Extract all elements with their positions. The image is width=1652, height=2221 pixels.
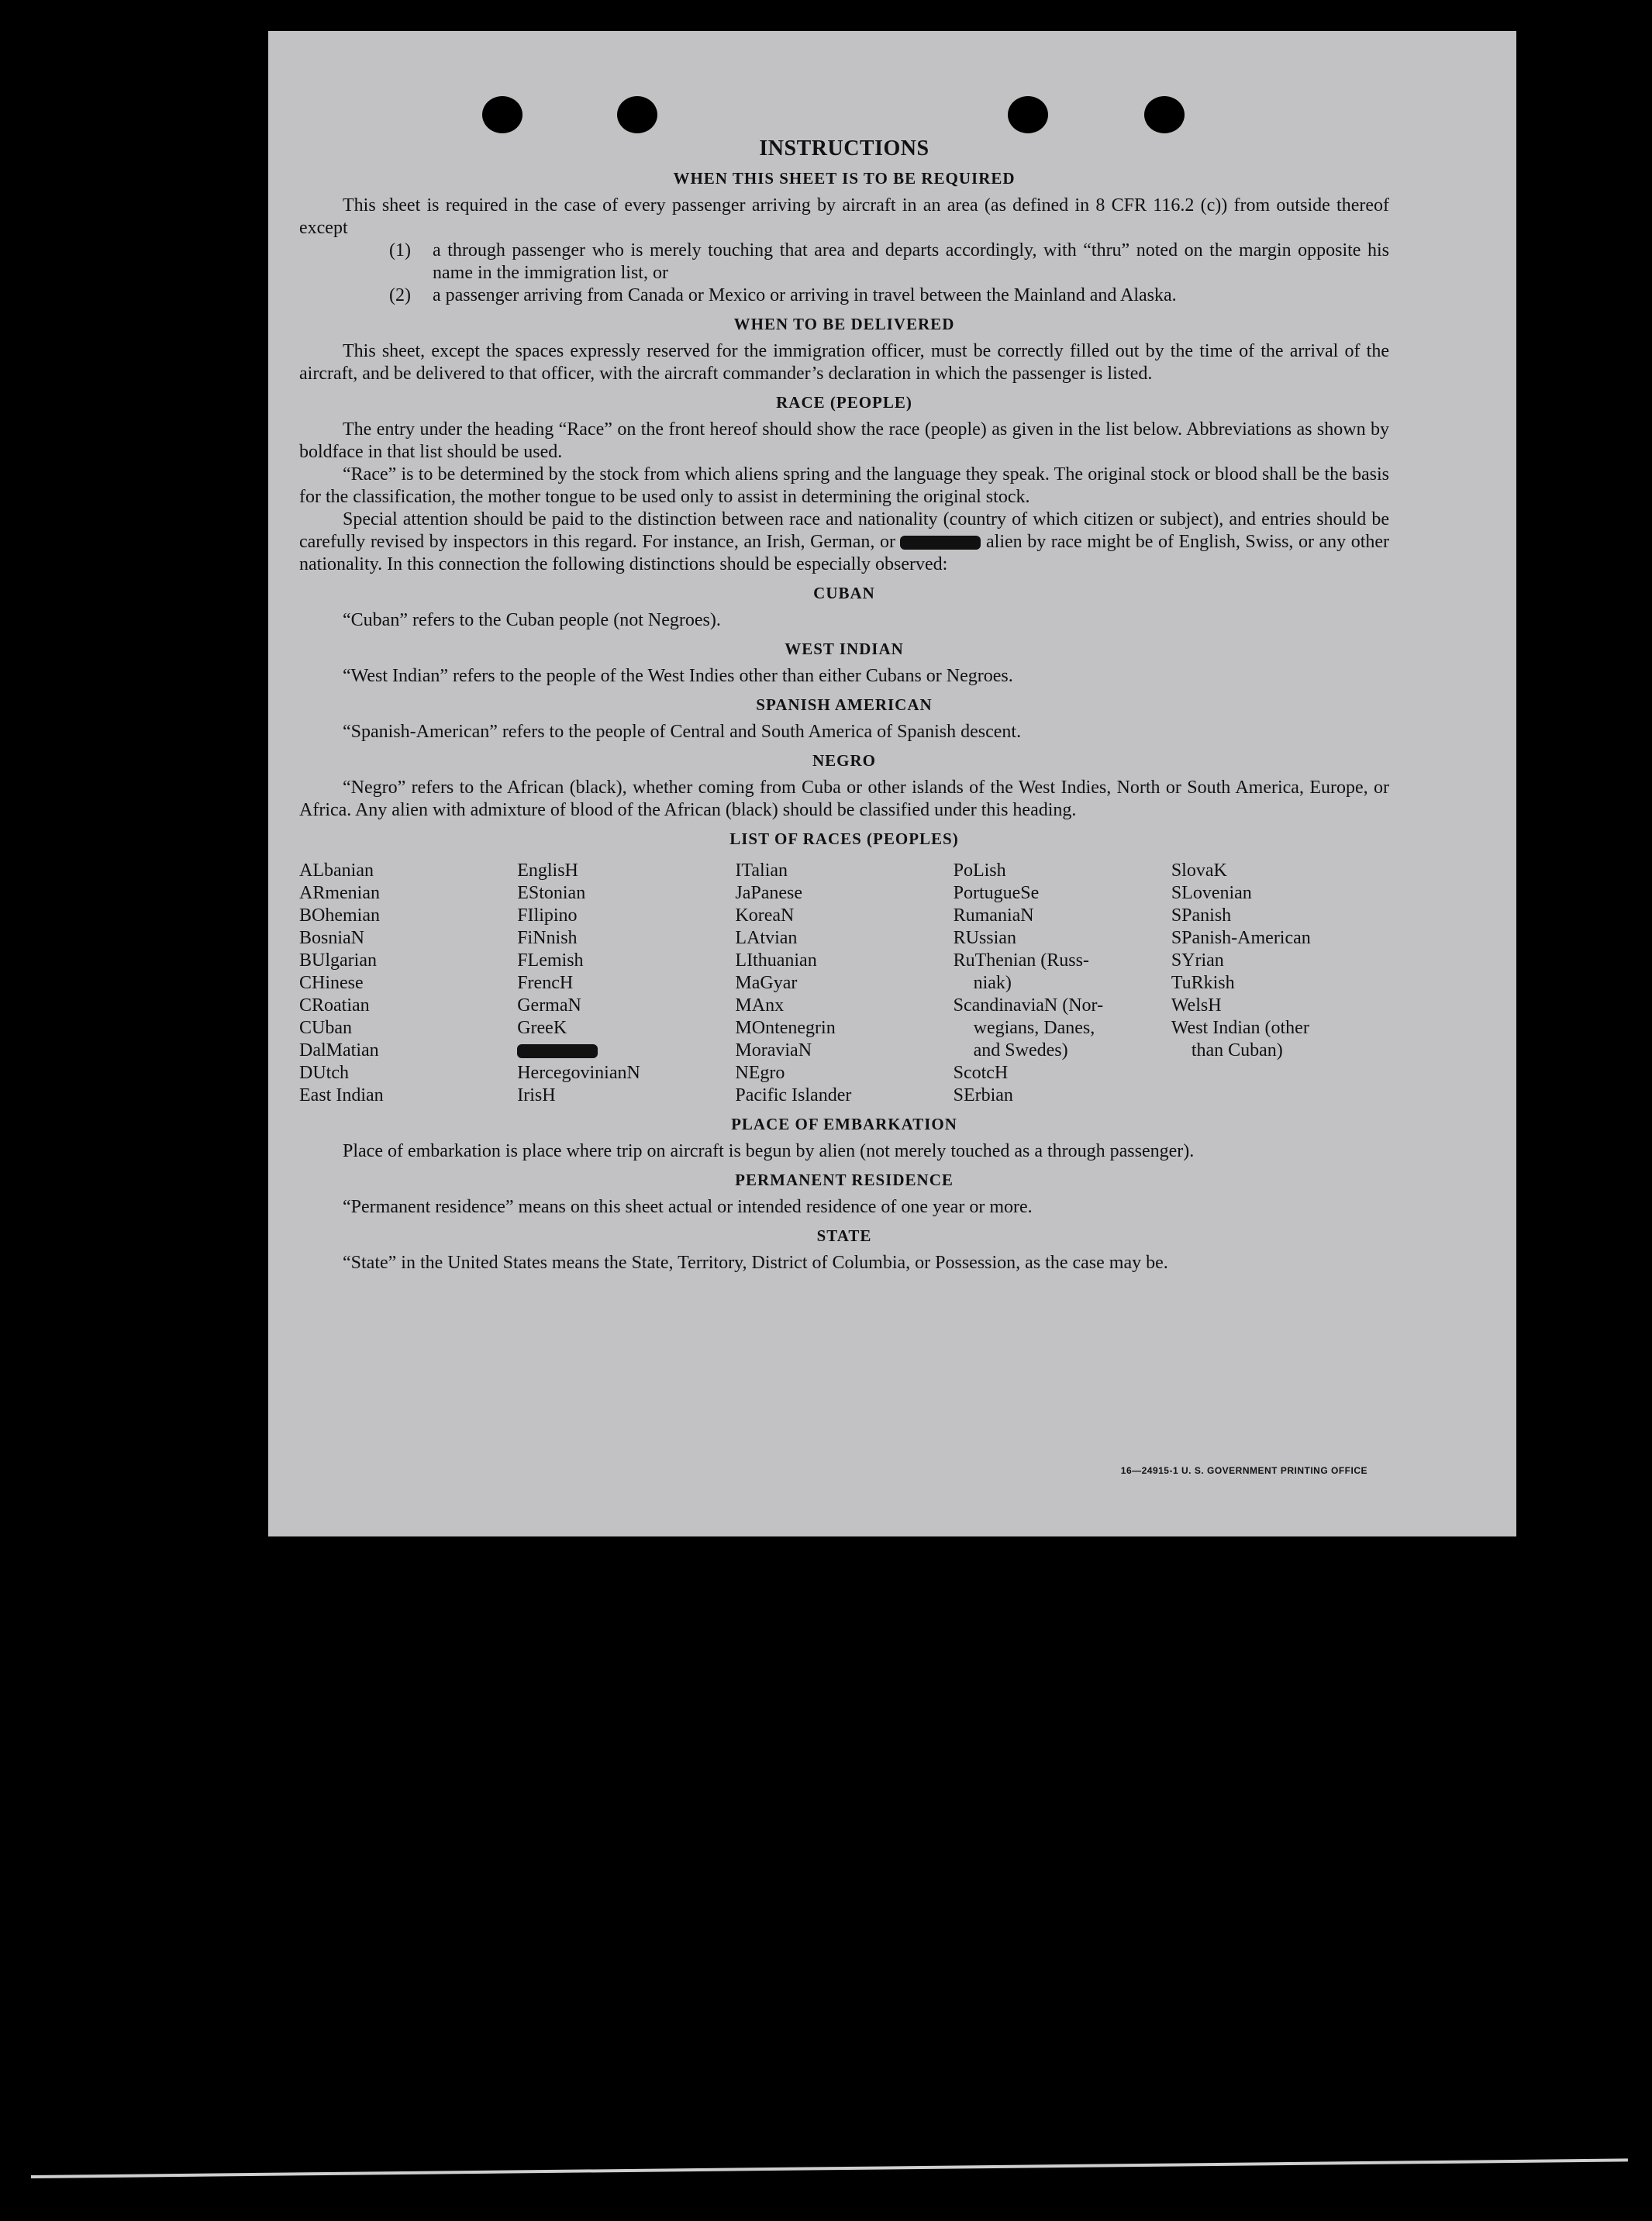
races-column xyxy=(1171,860,1389,1107)
redaction-mark xyxy=(517,1044,598,1058)
race-item: Pacific Islander xyxy=(735,1085,852,1105)
section-heading: WEST INDIAN xyxy=(785,640,904,658)
race-item: BUlgarian xyxy=(299,950,377,971)
redaction-mark xyxy=(900,536,981,550)
race-item: than Cuban) xyxy=(1191,1040,1283,1060)
paragraph-part: alien by race might be of English, Swiss, or any other nationality. In this connection the following distinctions should be especially observed: xyxy=(299,532,1390,574)
paragraph: “State” in the United States means the State, Territory, District of Columbia, or Possession, as the case may be. xyxy=(343,1253,1168,1273)
paragraph: “Race” is to be determined by the stock from which aliens spring and the language they speak. The original stock or blood shall be the basis for the classification, the mother tongue to be used only to assist in determining the original stock. xyxy=(299,464,1389,507)
race-item: HercegovinianN xyxy=(517,1063,640,1083)
section-heading: STATE xyxy=(816,1226,872,1245)
race-item: RuThenian (Russ- xyxy=(953,950,1089,971)
race-item: NEgro xyxy=(735,1063,785,1083)
race-item: KoreaN xyxy=(735,905,795,926)
race-item: SErbian xyxy=(953,1085,1013,1105)
races-list xyxy=(299,860,1389,1107)
race-item: MaGyar xyxy=(735,973,798,993)
race-item: ScotcH xyxy=(953,1063,1009,1083)
item-number: (1) xyxy=(389,240,411,260)
race-item: TuRkish xyxy=(1171,973,1235,993)
race-item: LAtvian xyxy=(735,928,798,948)
race-item: GermaN xyxy=(517,995,581,1016)
paragraph: “Negro” refers to the African (black), whether coming from Cuba or other islands of the West Indies, North or South America, Europe, or Africa. Any alien with admixture of blood of the African (black) should be classified under this heading. xyxy=(299,778,1389,820)
item-number: (2) xyxy=(389,285,411,305)
race-item: SlovaK xyxy=(1171,860,1227,881)
race-item: niak) xyxy=(973,973,1012,993)
punch-hole xyxy=(617,96,657,133)
section-heading: PERMANENT RESIDENCE xyxy=(735,1171,954,1189)
race-item: WelsH xyxy=(1171,995,1222,1016)
printing-office-footer: 16—24915-1 U. S. GOVERNMENT PRINTING OFFICE xyxy=(1120,1465,1367,1476)
race-item: EnglisH xyxy=(517,860,578,881)
race-item: SPanish-American xyxy=(1171,928,1311,948)
race-item: DalMatian xyxy=(299,1040,379,1060)
race-item: ARmenian xyxy=(299,883,380,903)
punch-hole xyxy=(1144,96,1185,133)
races-column xyxy=(517,860,735,1107)
race-item: RUssian xyxy=(953,928,1016,948)
item-text: a through passenger who is merely touching that area and departs accordingly, with “thru” noted on the margin opposite his name in the immigration list, or xyxy=(433,240,1389,283)
race-item: SLovenian xyxy=(1171,883,1252,903)
section-heading: RACE (PEOPLE) xyxy=(776,393,912,412)
paragraph: Place of embarkation is place where trip on aircraft is begun by alien (not merely touched as a through passenger). xyxy=(343,1141,1195,1161)
race-item: FrencH xyxy=(517,973,574,993)
section-heading: WHEN THIS SHEET IS TO BE REQUIRED xyxy=(673,169,1016,188)
paragraph: “West Indian” refers to the people of the West Indies other than either Cubans or Negroes. xyxy=(343,666,1013,686)
race-item: SYrian xyxy=(1171,950,1224,971)
race-item: GreeK xyxy=(517,1018,567,1038)
race-item: FIlipino xyxy=(517,905,578,926)
section-heading: WHEN TO BE DELIVERED xyxy=(733,315,955,333)
race-item: RumaniaN xyxy=(953,905,1034,926)
punch-hole xyxy=(1008,96,1048,133)
section-heading: LIST OF RACES (PEOPLES) xyxy=(729,829,959,848)
race-item: FLemish xyxy=(517,950,584,971)
race-item: ScandinaviaN (Nor- xyxy=(953,995,1104,1016)
paragraph: “Cuban” refers to the Cuban people (not Negroes). xyxy=(343,610,721,630)
paragraph: This sheet, except the spaces expressly reserved for the immigration officer, must be correctly filled out by the time of the arrival of the aircraft, and be delivered to that officer, with the aircraft commander’s declaration in which the passenger is listed. xyxy=(299,341,1389,384)
section-heading: PLACE OF EMBARKATION xyxy=(731,1115,957,1133)
section-heading: SPANISH AMERICAN xyxy=(756,695,933,714)
list-item xyxy=(389,285,1389,307)
paragraph: “Permanent residence” means on this sheet actual or intended residence of one year or more. xyxy=(343,1197,1033,1217)
paragraph: This sheet is required in the case of every passenger arriving by aircraft in an area (as defined in 8 CFR 116.2 (c)) from outside thereof except xyxy=(299,195,1389,238)
race-item: MoraviaN xyxy=(735,1040,812,1060)
race-item: MOntenegrin xyxy=(735,1018,836,1038)
race-item: BOhemian xyxy=(299,905,380,926)
paragraph xyxy=(299,509,1389,576)
scanner-line xyxy=(31,2158,1628,2178)
section-heading: NEGRO xyxy=(812,751,876,770)
race-item: CUban xyxy=(299,1018,352,1038)
list-item xyxy=(389,240,1389,285)
race-item: DUtch xyxy=(299,1063,349,1083)
race-item: ITalian xyxy=(735,860,788,881)
race-item: MAnx xyxy=(735,995,785,1016)
punch-hole xyxy=(482,96,523,133)
race-item: West Indian (other xyxy=(1171,1018,1309,1038)
race-item: wegians, Danes, xyxy=(973,1018,1095,1038)
race-item: FiNnish xyxy=(517,928,578,948)
race-item: IrisH xyxy=(517,1085,556,1105)
race-item: PoLish xyxy=(953,860,1006,881)
race-item: and Swedes) xyxy=(973,1040,1068,1060)
race-item: East Indian xyxy=(299,1085,384,1105)
race-item: LIthuanian xyxy=(735,950,817,971)
race-item: BosniaN xyxy=(299,928,364,948)
paragraph: The entry under the heading “Race” on the front hereof should show the race (people) as given in the list below. Abbreviations as shown by boldface in that list should be used. xyxy=(299,419,1389,462)
race-item: PortugueSe xyxy=(953,883,1040,903)
race-item: JaPanese xyxy=(735,883,803,903)
item-text: a passenger arriving from Canada or Mexico or arriving in travel between the Mainland and Alaska. xyxy=(433,285,1177,305)
race-item: ALbanian xyxy=(299,860,374,881)
race-item: EStonian xyxy=(517,883,586,903)
page-title: INSTRUCTIONS xyxy=(759,136,929,160)
race-item: CHinese xyxy=(299,973,364,993)
race-item-redacted xyxy=(517,1040,735,1062)
races-column xyxy=(954,860,1171,1107)
race-item: SPanish xyxy=(1171,905,1232,926)
race-item: CRoatian xyxy=(299,995,370,1016)
races-column xyxy=(735,860,953,1107)
races-column xyxy=(299,860,517,1107)
section-heading: CUBAN xyxy=(813,584,875,602)
document-sheet xyxy=(268,31,1516,1536)
paragraph-part: Special attention should be paid to the distinction between race and nationality (country of which citizen or subject), and entries should be carefully revised by inspectors in this regard. For instance, an Irish, German, or xyxy=(299,509,1389,552)
paragraph: “Spanish-American” refers to the people of Central and South America of Spanish descent. xyxy=(343,722,1022,742)
